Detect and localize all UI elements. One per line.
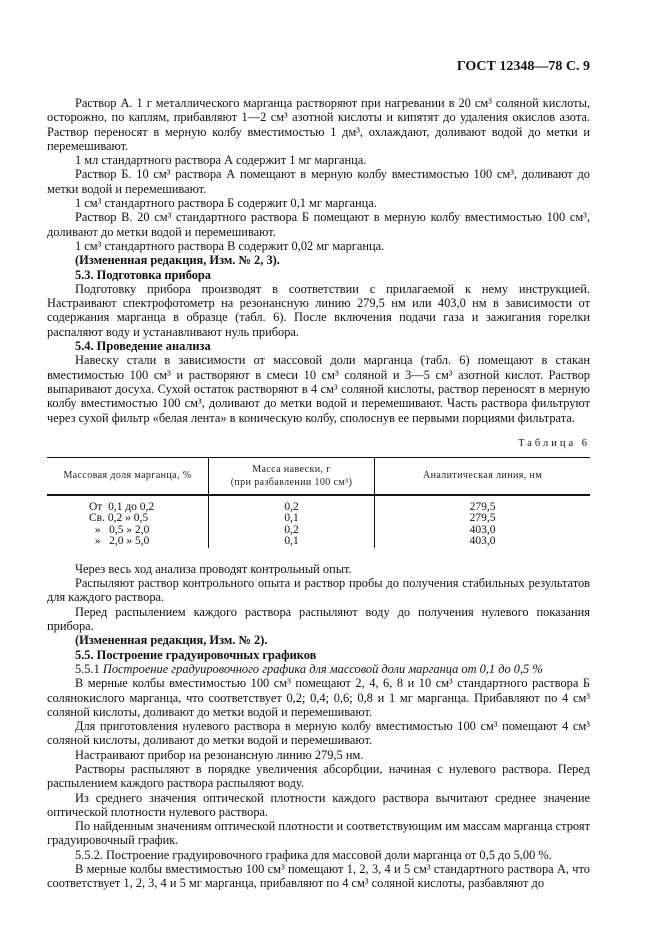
paragraph: Распыляют раствор контрольного опыта и раствор пробы до получения стабильных результатов для каждого раствора. [47, 576, 590, 605]
paragraph: Раствор Б. 10 см³ раствора А помещают в мерную колбу вместимостью 100 см³, доливают до метки водой и перемешивают. [47, 167, 590, 196]
table-cell: 279,5 [375, 513, 591, 525]
table-cell: 0,2 [209, 495, 375, 514]
paragraph: 5.5.2. Построение градуировочного графика для массовой доли марганца от 0,5 до 5,00 %. [75, 847, 552, 862]
table-cell: » 2,0 » 5,0 [89, 535, 150, 548]
paragraph: Раствор А. 1 г металлического марганца растворяют при нагревании в 20 см³ соляной кислоты, осторожно, по каплям, прибавляют 1—2 см³ азотной кислоты и кипятят до удаления окислов азота. Раствор переносят в мерную колбу вместимостью 1 дм³, охлаждают, доливают водой до метки и перемешивают. [47, 96, 590, 153]
heading: 5.4. Проведение анализа [75, 339, 211, 354]
paragraph: В мерные колбы вместимостью 100 см³ помещают 1, 2, 3, 4 и 5 см³ стандартного раствора А, что соответствует 1, 2, 3, 4 и 5 мг марганца, прибавляют по 4 см³ соляной кислоты, разбавляют до [47, 862, 590, 891]
heading: (Измененная редакция, Изм. № 2). [75, 633, 268, 648]
table-caption: Таблица 6 [518, 437, 590, 449]
text-block-bottom [47, 562, 590, 891]
heading: 5.3. Подготовка прибора [75, 267, 212, 282]
paragraph: Растворы распыляют в порядке увеличения абсорбции, начиная с нулевого раствора. Перед распылением каждого раствора распыляют воду. [47, 761, 590, 791]
table-cell: Св. 0,2 » 0,5 [89, 512, 149, 525]
subheading [47, 662, 590, 676]
col-header-line2: (при разбавлении 100 см³) [230, 476, 353, 488]
table-cell: 403,0 [375, 525, 591, 537]
paragraph: Подготовку прибора производят в соответствии с прилагаемой к нему инструкцией. Настраивают спектрофотометр на резонансную линию 279,5 нм или 403,0 нм в зависимости от содержания марганца в образце (табл. 6). После включения подачи газа и зажигания горелки распаляют воду и устанавливают нуль прибора. [47, 281, 590, 339]
text-block-top [47, 96, 590, 425]
paragraph: Из среднего значения оптической плотности каждого раствора вычитают среднее значение оптической плотности нулевого раствора. [47, 790, 590, 819]
paragraph: Через весь ход анализа проводят контрольный опыт. [75, 561, 352, 576]
paragraph: Настраивают прибор на резонансную линию 279,5 нм. [75, 747, 364, 762]
paragraph: 1 мл стандартного раствора А содержит 1 мг марганца. [75, 153, 367, 168]
heading: 5.5. Построение градуировочных графиков [75, 647, 317, 662]
paragraph: 1 см³ стандартного раствора В содержит 0,02 мг марганца. [75, 238, 385, 253]
col-header-analytic-line: Аналитическая линия, нм [375, 457, 591, 495]
col-header-line1: Масса навески, г [252, 463, 331, 475]
table-cell: 0,2 [209, 525, 375, 537]
subheading-text: Построение градуировочного графика для массовой доли марганца от 0,1 до 0,5 % [102, 661, 543, 676]
paragraph: В мерные колбы вместимостью 100 см³ помещают 2, 4, 6, 8 и 10 см³ стандартного раствора Б солянокислого марганца, что соответствует 0,2; 0,4; 0,6; 0,8 и 1 мг марганца. Прибавляют по 4 см³ соляной кислоты, доливают до метки водой и перемешивают. [47, 676, 590, 719]
table-cell: От 0,1 до 0,2 [89, 500, 155, 513]
paragraph: Навеску стали в зависимости от массовой доли марганца (табл. 6) помещают в стакан вместимостью 100 см³ и растворяют в смеси 10 см³ соляной и 3—5 см³ азотной кислот. Раствор выпаривают досуха. Сухой остаток растворяют в 4 см³ соляной кислоты, раствор переносят в мерную колбу вместимостью 100 см³, доливают до метки водой и перемешивают. Часть раствора фильтруют через сухой фильтр «белая лента» в коническую колбу, сполоснув ее первыми порциями фильтрата. [47, 353, 590, 425]
col-header-mn-fraction: Массовая доля марганца, % [47, 457, 209, 495]
heading: (Измененная редакция, Изм. № 2, 3). [75, 253, 280, 268]
table-6 [47, 457, 590, 548]
table-cell: 0,1 [209, 536, 375, 548]
table-row [47, 495, 590, 514]
table-cell: 279,5 [375, 495, 591, 514]
col-header-sample-mass [209, 457, 375, 495]
paragraph: Перед распылением каждого раствора распыляют воду до получения нулевого показания прибора. [47, 604, 590, 634]
table-cell: 0,1 [209, 513, 375, 525]
table-row [47, 536, 590, 548]
paragraph: 1 см³ стандартного раствора Б содержит 0,1 мг марганца. [75, 196, 377, 211]
paragraph: По найденным значениям оптической плотности и соответствующим им массам марганца строят градуировочный график. [47, 819, 590, 848]
paragraph: Для приготовления нулевого раствора в мерную колбу вместимостью 100 см³ помещают 4 см³ соляной кислоты, доливают до метки водой и перемешивают. [47, 719, 590, 748]
table-cell: 403,0 [375, 536, 591, 548]
page-header: ГОСТ 12348—78 С. 9 [456, 59, 590, 74]
table-cell: » 0,5 » 2,0 [89, 523, 150, 536]
paragraph: Раствор В. 20 см³ стандартного раствора Б помещают в мерную колбу вместимостью 100 см³, доливают до метки водой и перемешивают. [47, 210, 590, 239]
section-number: 5.5.1 [75, 661, 103, 676]
